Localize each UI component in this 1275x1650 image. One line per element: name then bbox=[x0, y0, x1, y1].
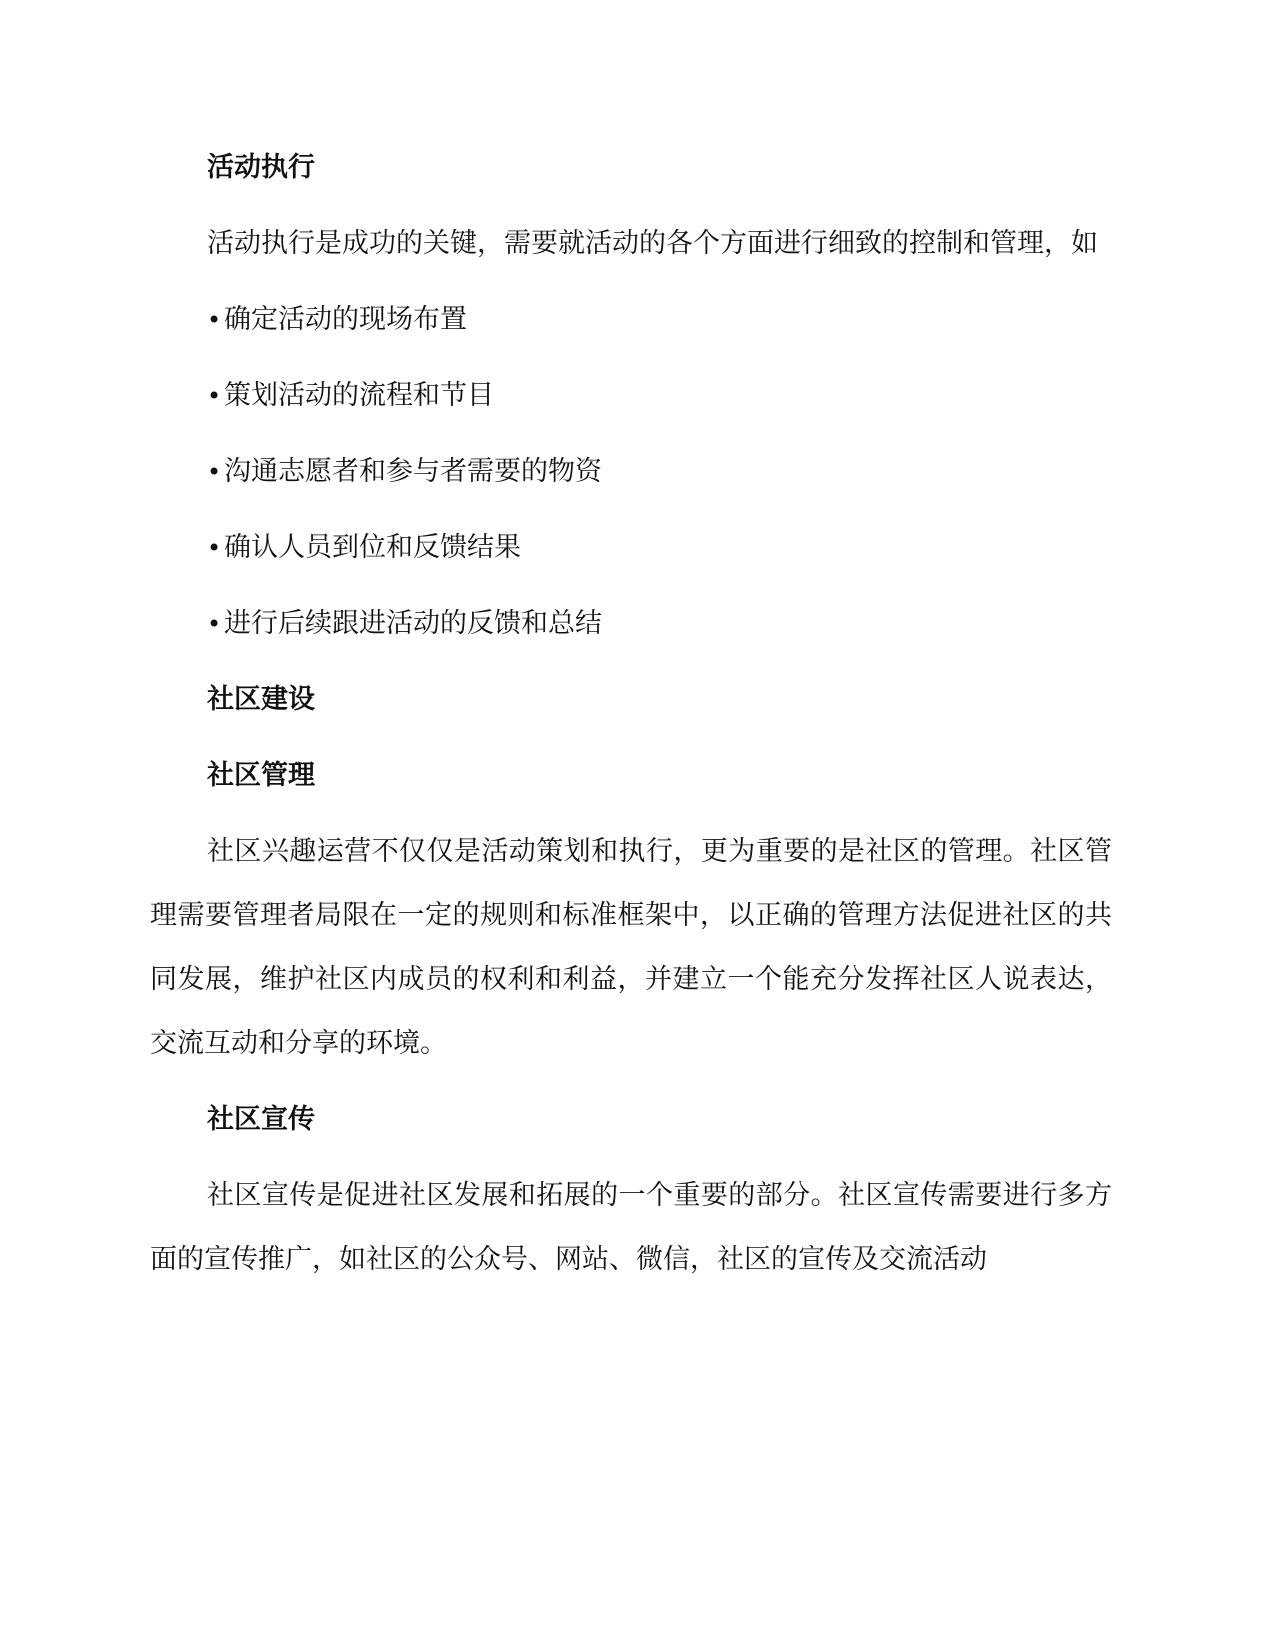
heading-community-management: 社区管理 bbox=[207, 760, 315, 791]
list-item-text: 确认人员到位和反馈结果 bbox=[224, 532, 521, 563]
paragraph-community-promotion: 社区宣传是促进社区发展和拓展的一个重要的部分。社区宣传需要进行多方面的宣传推广，如社区的公众号、网站、微信，社区的宣传及交流活动 bbox=[150, 1180, 1112, 1275]
list-item-text: 策划活动的流程和节目 bbox=[224, 380, 494, 411]
activity-bullet-list bbox=[150, 288, 1112, 656]
bullet-marker: • bbox=[207, 306, 222, 334]
document-body bbox=[150, 136, 1112, 1304]
paragraph-community-management: 社区兴趣运营不仅仅是活动策划和执行，更为重要的是社区的管理。社区管理需要管理者局限在一定的规则和标准框架中，以正确的管理方法促进社区的共同发展，维护社区内成员的权利和利益，并建立一个能充分发挥社区人说表达，交流互动和分享的环境。 bbox=[150, 836, 1112, 1059]
list-item bbox=[150, 364, 1112, 428]
list-item-text: 进行后续跟进活动的反馈和总结 bbox=[224, 608, 602, 639]
bullet-marker: • bbox=[207, 382, 222, 410]
list-item bbox=[150, 592, 1112, 656]
list-item-text: 确定活动的现场布置 bbox=[224, 304, 467, 335]
paragraph-activity-execution: 活动执行是成功的关键，需要就活动的各个方面进行细致的控制和管理，如 bbox=[207, 228, 1098, 259]
bullet-marker: • bbox=[207, 458, 222, 486]
list-item bbox=[150, 516, 1112, 580]
list-item bbox=[150, 288, 1112, 352]
heading-community-promotion: 社区宣传 bbox=[207, 1104, 315, 1135]
bullet-marker: • bbox=[207, 534, 222, 562]
heading-community-building: 社区建设 bbox=[207, 684, 315, 715]
list-item bbox=[150, 440, 1112, 504]
heading-activity-execution: 活动执行 bbox=[207, 152, 315, 183]
bullet-marker: • bbox=[207, 610, 222, 638]
list-item-text: 沟通志愿者和参与者需要的物资 bbox=[224, 456, 602, 487]
